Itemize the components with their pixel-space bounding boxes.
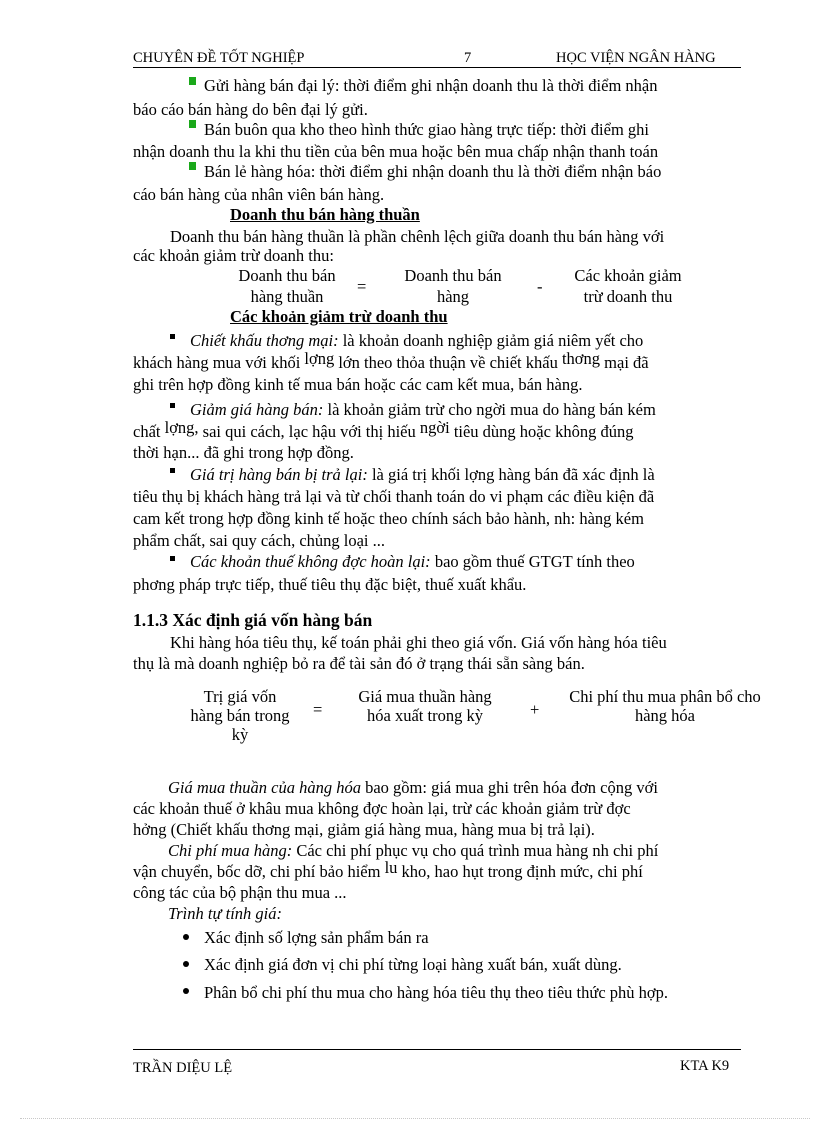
text-line — [133, 349, 649, 373]
text-span: tiêu dùng hoặc không đúng — [453, 422, 634, 441]
text-line: Doanh thu bán hàng thuần là phần chênh lệch giữa doanh thu bán hàng với — [170, 227, 665, 246]
formula-term: Giá mua thuần hàng — [358, 687, 492, 706]
text-line: phơng pháp trực tiếp, thuế tiêu thụ đặc biệt, thuế xuất khẩu. — [133, 575, 527, 594]
formula-term: hàng — [436, 287, 470, 306]
text-line — [133, 858, 643, 882]
text-line: các khoản giảm trừ doanh thu: — [133, 246, 334, 265]
footer-rule — [133, 1049, 741, 1050]
section-heading: 1.1.3 Xác định giá vốn hàng bán — [133, 610, 373, 630]
text-line: thời hạn... đã ghi trong hợp đồng. — [133, 443, 354, 462]
formula-term: kỳ — [231, 725, 249, 744]
text-span: Các chi phí phục vụ cho quá trình mua hàng nh chi phí — [296, 841, 659, 860]
italic-term: Các khoản thuế không đợc hoàn lại: — [190, 552, 431, 571]
page-edge — [20, 1118, 810, 1119]
text-line — [168, 779, 658, 798]
page-number: 7 — [464, 50, 472, 66]
header-rule — [133, 67, 741, 68]
text-span: ngời — [419, 418, 450, 437]
italic-term: Trình tự tính giá: — [168, 904, 282, 923]
section-heading: Các khoản giảm trừ doanh thu — [230, 307, 448, 326]
text-span: sai qui cách, lạc hậu với thị hiếu — [202, 422, 416, 441]
footer-left: TRẦN DIỆU LỆ — [133, 1060, 233, 1076]
text-span: khách hàng mua với khối — [133, 353, 301, 372]
text-line: công tác của bộ phận thu mua ... — [133, 883, 347, 902]
text-line — [190, 553, 635, 572]
text-line — [190, 466, 655, 485]
text-span: lớn theo thỏa thuận về chiết khấu — [338, 353, 558, 372]
square-bullet-icon — [170, 468, 175, 473]
text-line: các khoản thuế ở khâu mua không đợc hoàn lại, trừ các khoản giảm trừ đợc — [133, 799, 631, 818]
bullet-dot-icon — [183, 988, 189, 994]
italic-term: Giá trị hàng bán bị trả lại: — [190, 465, 368, 484]
text-line: Khi hàng hóa tiêu thụ, kế toán phải ghi theo giá vốn. Giá vốn hàng hóa tiêu — [170, 633, 667, 652]
italic-term: Chi phí mua hàng: — [168, 841, 293, 860]
formula-term: hóa xuất trong kỳ — [367, 706, 483, 725]
header-right: HỌC VIỆN NGÂN HÀNG — [556, 50, 716, 66]
formula-term: trừ doanh thu — [583, 287, 673, 306]
text-line: thụ là mà doanh nghiệp bỏ ra để tài sản đó ở trạng thái sẵn sàng bán. — [133, 654, 585, 673]
formula-term: Các khoản giảm — [574, 266, 682, 285]
text-line: Gửi hàng bán đại lý: thời điểm ghi nhận doanh thu là thời điểm nhận — [204, 76, 658, 95]
italic-term: Chiết khấu thơng mại: — [190, 331, 339, 350]
formula-term: hàng bán trong — [190, 706, 290, 725]
green-square-icon — [189, 120, 196, 128]
section-heading: Doanh thu bán hàng thuần — [230, 205, 420, 224]
text-span: thơng — [561, 349, 601, 368]
text-span: bao gồm thuế GTGT tính theo — [434, 552, 635, 571]
formula-operator: + — [530, 700, 540, 719]
text-span: lợng — [304, 349, 335, 368]
formula-term: Chi phí thu mua phân bổ cho — [569, 687, 761, 706]
text-line: cam kết trong hợp đồng kinh tế hoặc theo chính sách bảo hành, nh: hàng kém — [133, 509, 644, 528]
formula-term: hàng thuần — [250, 287, 324, 306]
text-line: phẩm chất, sai quy cách, chủng loại ... — [133, 531, 386, 550]
header-left: CHUYÊN ĐỀ TỐT NGHIỆP — [133, 50, 305, 66]
text-span: lợng, — [164, 418, 199, 437]
text-span: bao gồm: giá mua ghi trên hóa đơn cộng với — [365, 778, 658, 797]
text-span: là khoản giảm trừ cho ngời mua do hàng bán kém — [327, 400, 656, 419]
text-span: kho, hao hụt trong định mức, chi phí — [401, 862, 643, 881]
text-span: lu — [384, 858, 398, 877]
formula-term: Doanh thu bán — [404, 266, 502, 285]
text-line: hởng (Chiết khấu thơng mại, giảm giá hàng mua, hàng mua bị trả lại). — [133, 820, 595, 839]
text-line: báo cáo bán hàng do bên đại lý gửi. — [133, 100, 368, 119]
formula-operator: = — [357, 277, 367, 296]
green-square-icon — [189, 77, 196, 85]
text-line — [168, 842, 658, 861]
list-item: Xác định giá đơn vị chi phí từng loại hàng xuất bán, xuất dùng. — [204, 955, 622, 974]
formula-term: Trị giá vốn — [203, 687, 277, 706]
formula-operator: - — [537, 277, 543, 296]
list-item: Xác định số lợng sản phẩm bán ra — [204, 928, 429, 947]
bullet-dot-icon — [183, 934, 189, 940]
list-item: Phân bổ chi phí thu mua cho hàng hóa tiêu thụ theo tiêu thức phù hợp. — [204, 983, 669, 1002]
text-span: mại đã — [604, 353, 649, 372]
text-line: Bán buôn qua kho theo hình thức giao hàng trực tiếp: thời điểm ghi — [204, 120, 649, 139]
square-bullet-icon — [170, 334, 175, 339]
text-span: chất — [133, 422, 161, 441]
italic-term: Giá mua thuần của hàng hóa — [168, 778, 361, 797]
formula-term: Doanh thu bán — [238, 266, 336, 285]
green-square-icon — [189, 162, 196, 170]
italic-term: Giảm giá hàng bán: — [190, 400, 324, 419]
bullet-dot-icon — [183, 961, 189, 967]
text-span: là khoản doanh nghiệp giảm giá niêm yết cho — [342, 331, 644, 350]
text-span: là giá trị khối lợng hàng bán đã xác định là — [371, 465, 655, 484]
square-bullet-icon — [170, 556, 175, 561]
text-line: Bán lẻ hàng hóa: thời điểm ghi nhận doanh thu là thời điểm nhận báo — [204, 162, 662, 181]
footer-right: KTA K9 — [680, 1058, 730, 1074]
formula-term: hàng hóa — [634, 706, 696, 725]
text-span: vận chuyển, bốc dỡ, chi phí bảo hiểm — [133, 862, 381, 881]
formula-operator: = — [313, 700, 323, 719]
text-line: nhận doanh thu la khi thu tiền của bên mua hoặc bên mua chấp nhận thanh toán — [133, 142, 659, 161]
text-line: cáo bán hàng của nhân viên bán hàng. — [133, 185, 385, 204]
text-line: tiêu thụ bị khách hàng trả lại và từ chối thanh toán do vi phạm các điều kiện đã — [133, 487, 655, 506]
text-line — [133, 418, 634, 442]
text-line: ghi trên hợp đồng kinh tế mua bán hoặc các cam kết mua, bán hàng. — [133, 375, 583, 394]
square-bullet-icon — [170, 403, 175, 408]
